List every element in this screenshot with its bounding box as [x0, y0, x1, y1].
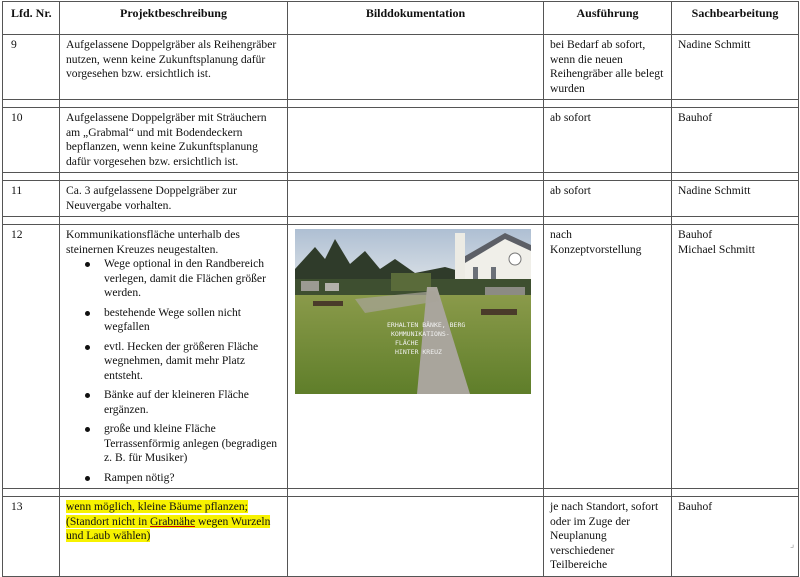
- row-bild: [288, 497, 544, 577]
- header-sachbearbeitung: Sachbearbeitung: [672, 2, 799, 35]
- spacer-row: [3, 217, 799, 225]
- header-beschreibung: Projektbeschreibung: [60, 2, 288, 35]
- highlighted-text: wegen Wurzeln und Laub wählen): [66, 514, 271, 542]
- header-ausfuehrung: Ausführung: [544, 2, 672, 35]
- highlighted-text: wenn möglich, kleine Bäume pflanzen; (Standort nicht in: [66, 500, 248, 528]
- row-bild: [288, 35, 544, 100]
- row-bild: [288, 225, 544, 489]
- row-bild: [288, 108, 544, 173]
- row-sachbearbeitung: Bauhof: [672, 108, 799, 173]
- row-nr: 12: [3, 225, 60, 489]
- list-item: große und kleine Fläche Terrassenförmig anlegen (begradigen z. B. für Musiker): [102, 422, 281, 466]
- spellcheck-underlined-word: Grabnähe: [150, 514, 196, 528]
- table-row: [3, 108, 799, 173]
- table-row: [3, 497, 799, 577]
- row-beschreibung: Aufgelassene Doppelgräber mit Sträuchern am „Grabmal“ und mit Bodendeckern bepflanzen, wenn keine Zukunftsplanung dafür vorgesehen bzw. ersichtlich ist.: [60, 108, 288, 173]
- row-beschreibung: [60, 497, 288, 577]
- cemetery-photo-drawing: [295, 229, 531, 394]
- photo-note-line: ERHALTEN BÄNKE, BERG: [387, 321, 466, 329]
- row-ausfuehrung: ab sofort: [544, 181, 672, 217]
- row-nr: 9: [3, 35, 60, 100]
- spacer-row: [3, 100, 799, 108]
- row-sachbearbeitung: Bauhof: [672, 497, 799, 577]
- row-beschreibung: Ca. 3 aufgelassene Doppelgräber zur Neuvergabe vorhalten.: [60, 181, 288, 217]
- header-nr: Lfd. Nr.: [3, 2, 60, 35]
- row-ausfuehrung: ab sofort: [544, 108, 672, 173]
- row-sachbearbeitung: Nadine Schmitt: [672, 181, 799, 217]
- massnahmen-table: [2, 1, 799, 577]
- list-item: Bänke auf der kleineren Fläche ergänzen.: [102, 388, 281, 417]
- beschreibung-intro: Kommunikationsfläche unterhalb des steinernen Kreuzes neugestalten.: [66, 228, 240, 256]
- list-item: Wege optional in den Randbereich verlegen, damit die Flächen größer werden.: [102, 257, 281, 301]
- table-row: [3, 225, 799, 489]
- photo-note-line: KOMMUNIKATIONS-: [391, 330, 450, 338]
- row-ausfuehrung: bei Bedarf ab sofort, wenn die neuen Reihengräber alle belegt wurden: [544, 35, 672, 100]
- row-beschreibung: Aufgelassene Doppelgräber als Reihengräber nutzen, wenn keine Zukunftsplanung dafür vorgesehen bzw. ersichtlich ist.: [60, 35, 288, 100]
- row-sachbearbeitung: [672, 225, 799, 489]
- spacer-row: [3, 173, 799, 181]
- cemetery-photo: [295, 229, 531, 394]
- row-ausfuehrung: nach Konzeptvorstellung: [544, 225, 672, 489]
- row-ausfuehrung: je nach Standort, sofort oder im Zuge der Neuplanung verschiedener Teilbereiche: [544, 497, 672, 577]
- table-header-row: [3, 2, 799, 35]
- row-nr: 13: [3, 497, 60, 577]
- row-bild: [288, 181, 544, 217]
- row-nr: 11: [3, 181, 60, 217]
- bullet-list: [66, 257, 281, 485]
- photo-note-line: FLÄCHE: [395, 339, 419, 347]
- sachbearbeitung-line: Bauhof: [678, 228, 713, 241]
- list-item: Rampen nötig?: [102, 471, 281, 486]
- row-beschreibung: [60, 225, 288, 489]
- table-row: [3, 35, 799, 100]
- list-item: evtl. Hecken der größeren Fläche wegnehmen, damit mehr Platz entsteht.: [102, 340, 281, 384]
- sachbearbeitung-line: Michael Schmitt: [678, 242, 755, 256]
- row-sachbearbeitung: Nadine Schmitt: [672, 35, 799, 100]
- photo-note-line: HINTER KREUZ: [395, 348, 442, 356]
- table-row: [3, 181, 799, 217]
- header-bild: Bilddokumentation: [288, 2, 544, 35]
- corner-grip-icon: ⌟: [790, 539, 795, 549]
- row-nr: 10: [3, 108, 60, 173]
- spacer-row: [3, 489, 799, 497]
- list-item: bestehende Wege sollen nicht wegfallen: [102, 306, 281, 335]
